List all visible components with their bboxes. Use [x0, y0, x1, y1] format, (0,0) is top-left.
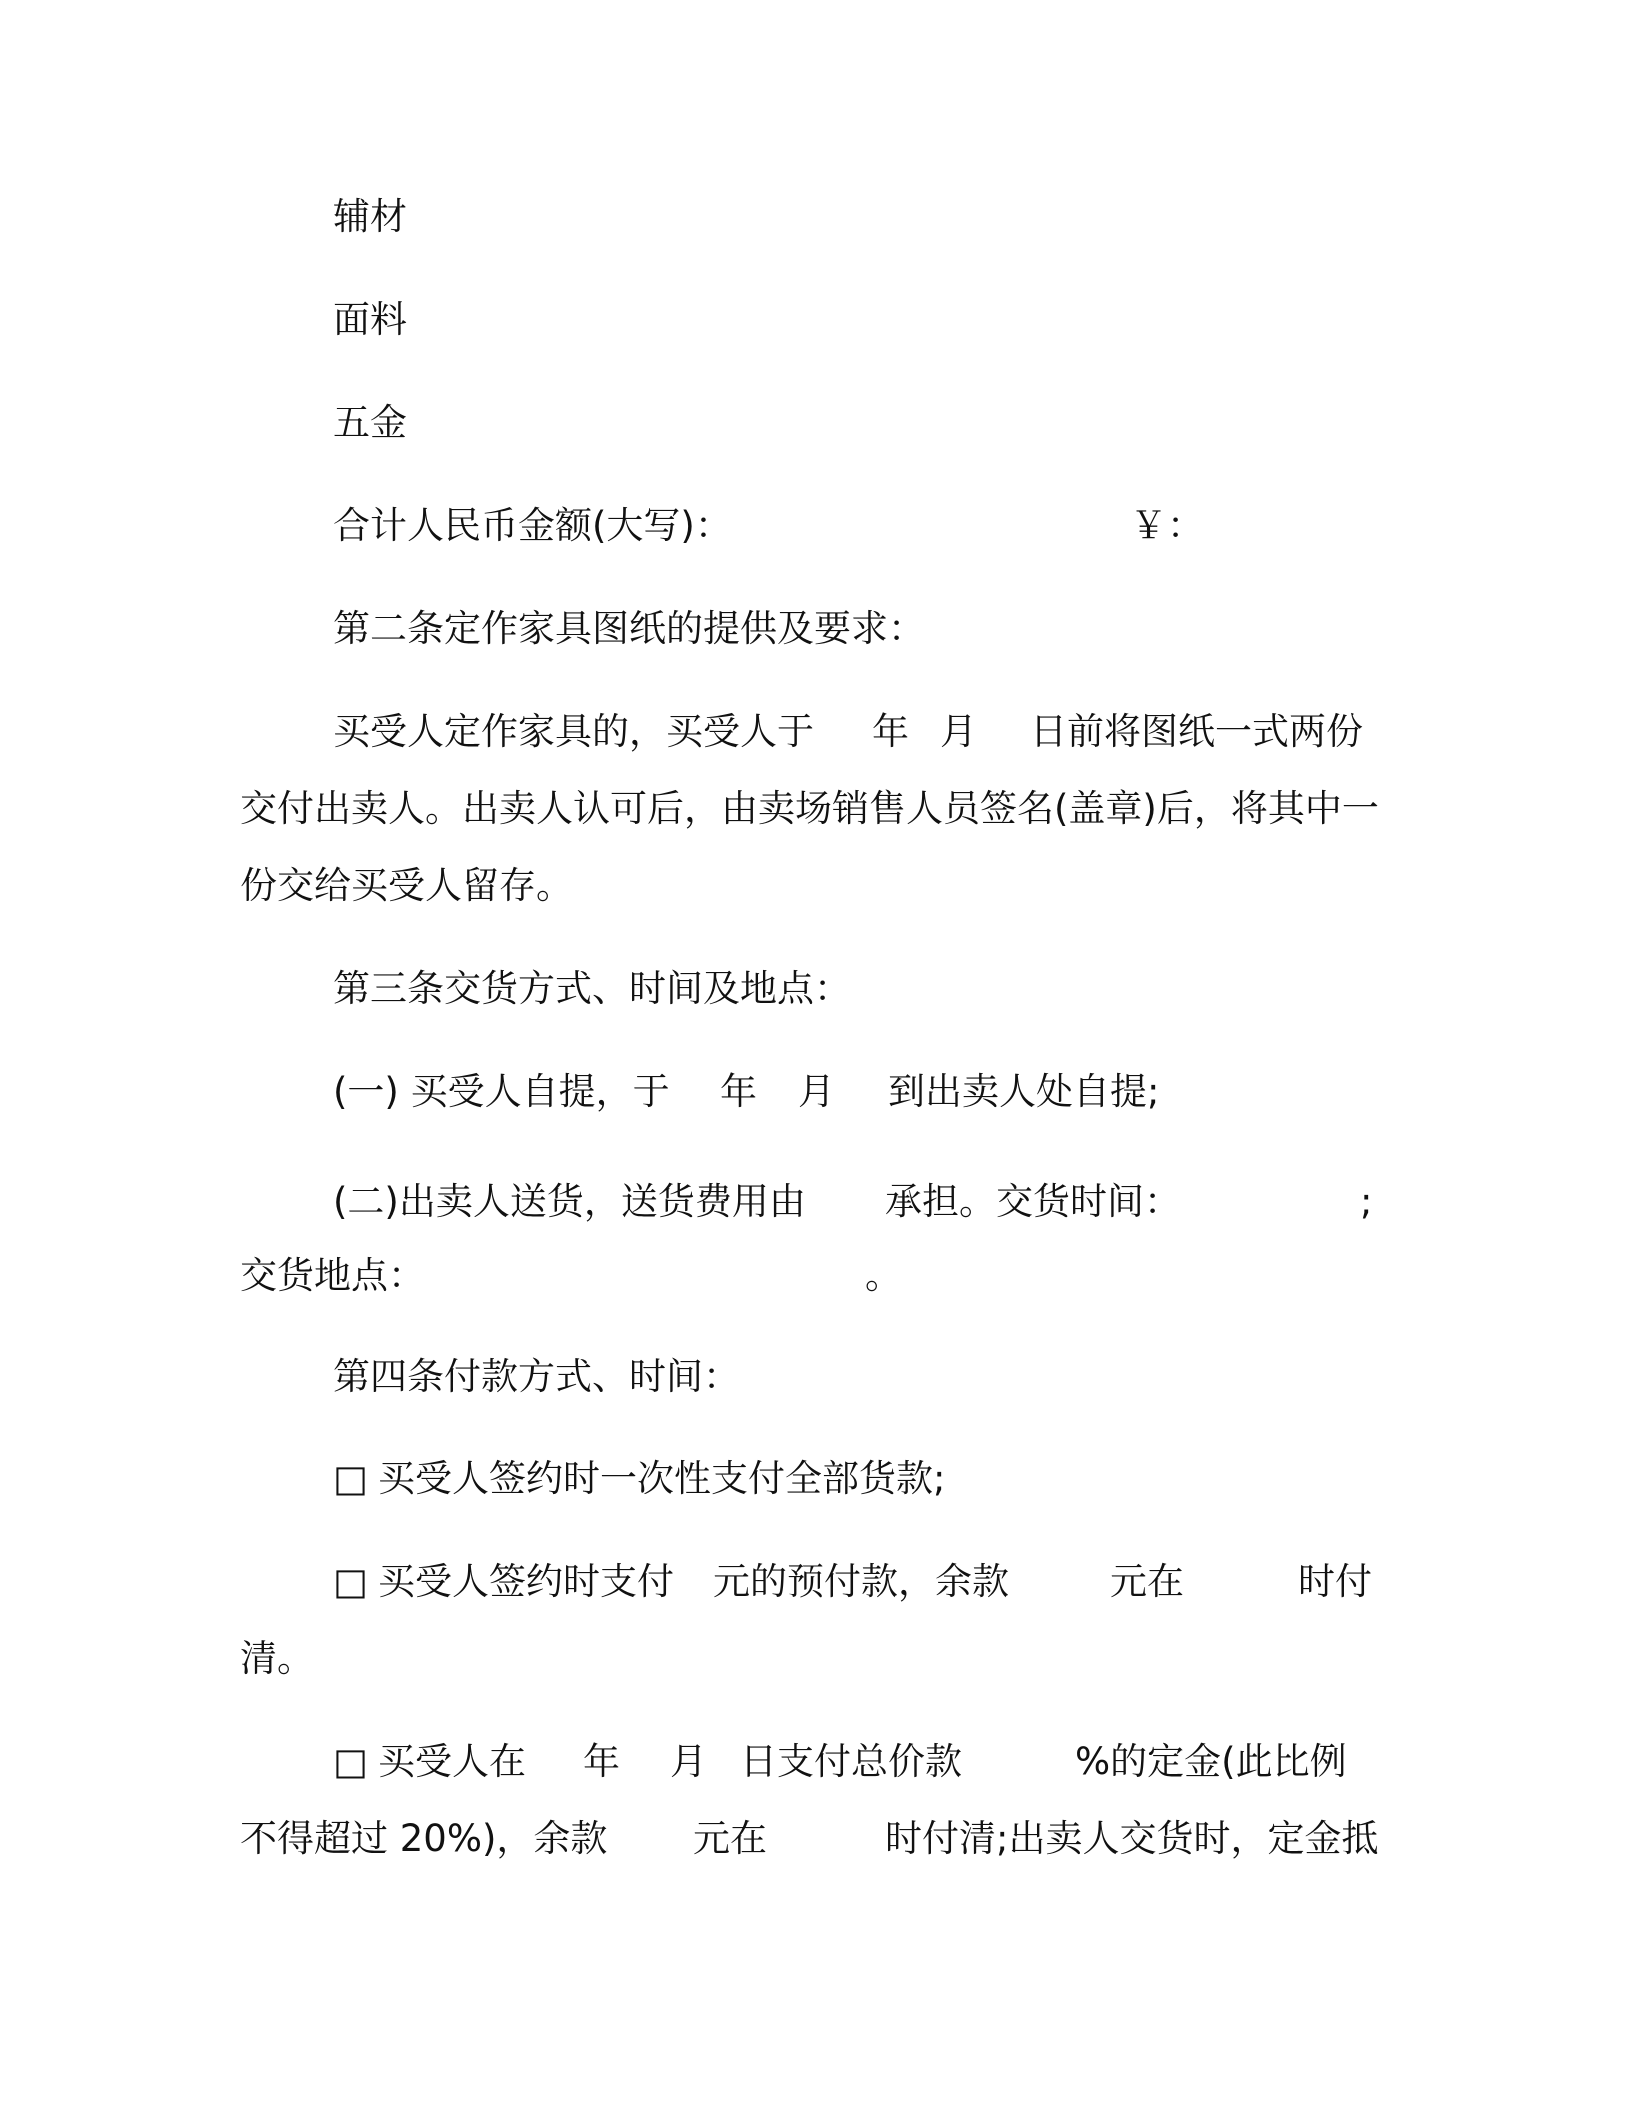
article3-opt1-text-b: 到出卖人处自提;: [888, 1070, 1160, 1113]
checkbox-option2[interactable]: □: [333, 1560, 368, 1603]
article2-para-line2: 交付出卖人。出卖人认可后，由卖场销售人员签名(盖章)后，将其中一: [240, 787, 1379, 830]
article4-opt2-text-a: 买受人签约时支付: [378, 1560, 674, 1603]
article4-opt3-text-d: 不得超过 20%)，余款: [240, 1817, 608, 1860]
article2-text-a: 买受人定作家具的，买受人于: [333, 710, 814, 753]
article3-option2-place: [0, 1252, 1632, 1444]
article3-opt2-text-b: 承担。交货时间：: [885, 1180, 1181, 1223]
article4-heading: 第四条付款方式、时间：: [333, 1355, 740, 1398]
article2-heading: 第二条定作家具图纸的提供及要求：: [333, 607, 925, 650]
article4-option3-cont: [0, 1815, 1632, 2055]
article4-opt3-text-a: 买受人在: [378, 1740, 526, 1783]
article2-para-line3: 份交给买受人留存。: [240, 864, 573, 907]
article4-opt3-text-f: 时付清;出卖人交货时，定金抵: [885, 1817, 1379, 1860]
total-line: [0, 502, 1632, 694]
article3-opt1-month: 月: [798, 1070, 835, 1113]
article3-opt1-year: 年: [720, 1070, 757, 1113]
article3-opt1-text-a: (一) 买受人自提，于: [333, 1070, 670, 1113]
article4-opt2-text-c: 元在: [1110, 1560, 1184, 1603]
article3-opt2-semicolon: ;: [1360, 1180, 1373, 1223]
article4-opt2-text-d: 时付: [1298, 1560, 1372, 1603]
checkbox-option3[interactable]: □: [333, 1740, 368, 1783]
item-hardware: 五金: [333, 401, 407, 444]
item-auxiliary: 辅材: [333, 195, 407, 238]
article4-opt3-text-c: %的定金(此比例: [1075, 1740, 1347, 1783]
article4-opt3-text-b: 日支付总价款: [740, 1740, 962, 1783]
total-currency-label: ￥：: [1130, 504, 1204, 547]
article3-heading: 第三条交货方式、时间及地点：: [333, 967, 851, 1010]
article4-opt3-month: 月: [670, 1740, 707, 1783]
item-fabric: 面料: [333, 298, 407, 341]
article2-month: 月: [940, 710, 977, 753]
article4-opt1-text: 买受人签约时一次性支付全部货款;: [378, 1457, 946, 1500]
checkbox-option1[interactable]: □: [333, 1457, 368, 1500]
article2-year: 年: [872, 710, 909, 753]
article2-text-b: 日前将图纸一式两份: [1030, 710, 1363, 753]
total-label: 合计人民币金额(大写)：: [333, 504, 732, 547]
article4-opt2-text-e: 清。: [240, 1637, 314, 1680]
article4-opt3-text-e: 元在: [693, 1817, 767, 1860]
article3-place-end: 。: [865, 1254, 902, 1297]
article4-opt2-text-b: 元的预付款，余款: [713, 1560, 1009, 1603]
article2-para-line1: [0, 708, 1632, 996]
article3-opt2-text-a: (二)出卖人送货，送货费用由: [333, 1180, 806, 1223]
article4-opt3-year: 年: [583, 1740, 620, 1783]
article3-place-label: 交货地点：: [240, 1254, 425, 1297]
